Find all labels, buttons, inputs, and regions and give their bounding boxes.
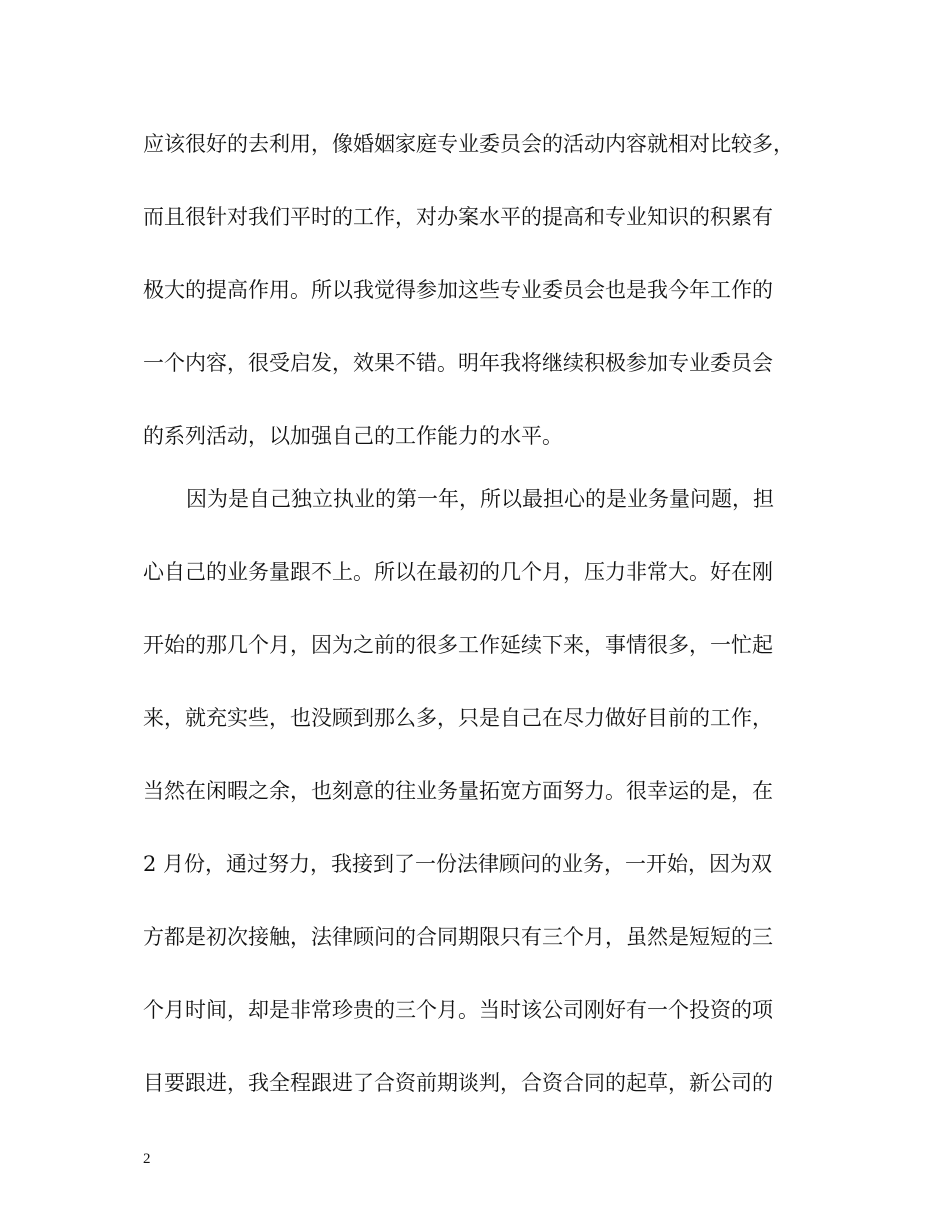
paragraph-1-line-1: 应该很好的去利用，像婚姻家庭专业委员会的活动内容就相对比较多， [143, 132, 794, 156]
paragraph-2-line-9: 目要跟进，我全程跟进了合资前期谈判，合资合同的起草，新公司的 [143, 1071, 773, 1095]
paragraph-2-line-4: 来，就充实些，也没顾到那么多，只是自己在尽力做好目前的工作， [143, 706, 773, 730]
paragraph-2-line-7: 方都是初次接触，法律顾问的合同期限只有三个月，虽然是短短的三 [143, 925, 773, 949]
paragraph-1-line-5: 的系列活动，以加强自己的工作能力的水平。 [143, 424, 563, 448]
paragraph-1-line-4: 一个内容，很受启发，效果不错。明年我将继续积极参加专业委员会 [143, 351, 773, 375]
paragraph-2-line-2: 心自己的业务量跟不上。所以在最初的几个月，压力非常大。好在刚 [143, 560, 773, 584]
paragraph-2-line-3: 开始的那几个月，因为之前的很多工作延续下来，事情很多，一忙起 [143, 633, 773, 657]
paragraph-2-line-1: 因为是自己独立执业的第一年，所以最担心的是业务量问题，担 [186, 487, 774, 511]
page-number: 2 [143, 1151, 151, 1167]
paragraph-2-line-8: 个月时间，却是非常珍贵的三个月。当时该公司刚好有一个投资的项 [143, 998, 773, 1022]
paragraph-2-line-6: 2 月份，通过努力，我接到了一份法律顾问的业务，一开始，因为双 [143, 852, 773, 876]
paragraph-1-line-2: 而且很针对我们平时的工作，对办案水平的提高和专业知识的积累有 [143, 205, 773, 229]
paragraph-2-line-5: 当然在闲暇之余，也刻意的往业务量拓宽方面努力。很幸运的是，在 [143, 779, 773, 803]
paragraph-1-line-3: 极大的提高作用。所以我觉得参加这些专业委员会也是我今年工作的 [143, 278, 773, 302]
